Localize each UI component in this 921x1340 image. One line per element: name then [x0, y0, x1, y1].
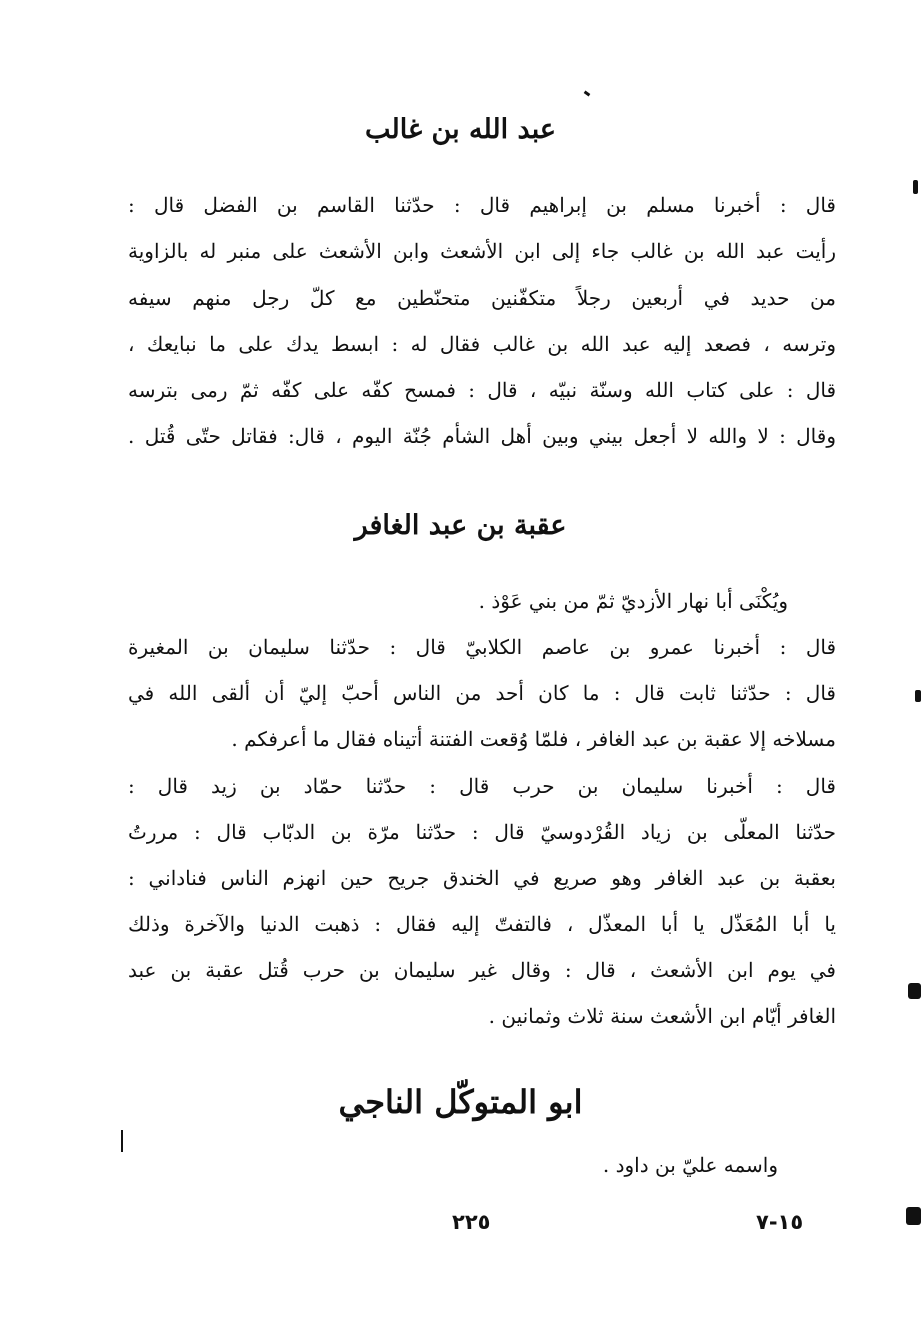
text-line: ويُكْنَى أبا نهار الأزديّ ثمّ من بني عَوْذ . [478, 589, 788, 613]
section-title-abdullah-ibn-ghalib: عبد الله بن غالب [365, 114, 556, 145]
text-line: قال : أخبرنا سليمان بن حرب قال : حدّثنا حمّاد بن زيد قال : [128, 774, 836, 798]
edge-mark [915, 690, 921, 702]
text-line: رأيت عبد الله بن غالب جاء إلى ابن الأشعث وابن الأشعث على منبر له بالزاوية [128, 239, 836, 263]
text-line: قال : على كتاب الله وسنّة نبيّه ، قال : فمسح كفّه على كفّه ثمّ رمى بترسه [128, 378, 836, 402]
text-line: وقال : لا والله لا أجعل بيني وبين أهل الشأم جُنّة اليوم ، قال: فقاتل حتّى قُتل . [128, 424, 836, 448]
scan-speck [584, 91, 591, 97]
text-line: قال : أخبرنا مسلم بن إبراهيم قال : حدّثنا القاسم بن الفضل قال : [128, 193, 836, 217]
section-title-abu-al-mutawakkil-al-naji: ابو المتوكّل الناجي [338, 1083, 583, 1121]
text-line: قال : حدّثنا ثابت قال : ما كان أحد من الناس أحبّ إليّ أن ألقى الله في [128, 681, 836, 705]
section-title-uqba-ibn-abd-al-ghafir: عقبة بن عبد الغافر [354, 510, 567, 541]
edge-mark [913, 180, 918, 194]
text-line: مسلاخه إلا عقبة بن عبد الغافر ، فلمّا وُقعت الفتنة أتيناه فقال ما أعرفكم . [231, 727, 836, 751]
text-line: من حديد في أربعين رجلاً متكفّنين متحنّطين مع كلّ رجل منهم سيفه [128, 286, 836, 310]
text-line: قال : أخبرنا عمرو بن عاصم الكلابيّ قال : حدّثنا سليمان بن المغيرة [128, 635, 836, 659]
edge-mark [908, 983, 921, 999]
text-line: بعقبة بن عبد الغافر وهو صريع في الخندق جريح حين انهزم الناس فناداني : [128, 866, 836, 890]
text-line: واسمه عليّ بن داود . [602, 1153, 778, 1177]
text-line: وترسه ، فصعد إليه عبد الله بن غالب فقال له : ابسط يدك على ما نبايعك ، [128, 332, 836, 356]
signature-mark: ١٥-٧ [756, 1210, 804, 1234]
text-line: يا أبا المُعَذّل يا أبا المعذّل ، فالتفتّ إليه فقال : ذهبت الدنيا والآخرة وذلك [128, 912, 836, 936]
text-line: حدّثنا المعلّى بن زياد القُرْدوسيّ قال : حدّثنا مرّة بن الدبّاب قال : مررتُ [128, 820, 836, 844]
page-number: ٢٢٥ [452, 1210, 491, 1234]
scan-line [121, 1130, 123, 1152]
text-line: الغافر أيّام ابن الأشعث سنة ثلاث وثمانين . [488, 1004, 836, 1028]
edge-mark [906, 1207, 921, 1225]
text-line: في يوم ابن الأشعث ، قال : وقال غير سليمان بن حرب قُتل عقبة بن عبد [128, 958, 836, 982]
